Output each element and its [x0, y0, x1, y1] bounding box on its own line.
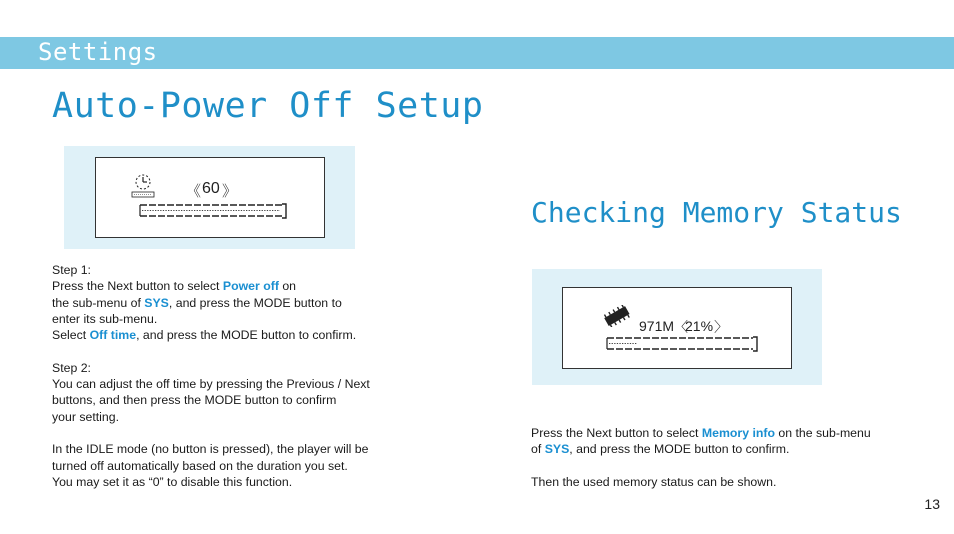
off-time-term: Off time [89, 328, 137, 343]
off-time-value: 60 [202, 180, 220, 197]
step1-line: Press the Next button to select Power off on [52, 279, 297, 294]
memory-status-panel [532, 269, 822, 385]
step1-line: the sub-menu of SYS, and press the MODE button to [52, 295, 342, 310]
page-number: 13 [924, 496, 940, 512]
step1-line: enter its sub-menu. [52, 311, 158, 326]
memory-desc-line: of SYS, and press the MODE button to confirm. [531, 442, 790, 457]
auto-power-off-panel [64, 146, 355, 249]
step2-line: your setting. [52, 409, 119, 424]
step2-line: buttons, and then press the MODE button to confirm [52, 393, 337, 408]
step1-line: Select Off time, and press the MODE button to confirm. [52, 328, 357, 343]
off-time-bracket-close: 》 [222, 183, 238, 200]
memory-used-value: 971M [639, 318, 675, 334]
memory-desc-line: Press the Next button to select Memory info on the sub-menu [531, 426, 871, 440]
idle-note-line: turned off automatically based on the duration you set. [52, 458, 348, 473]
memory-status-heading: Checking Memory Status [531, 196, 902, 229]
memory-status-instructions [531, 425, 931, 490]
auto-power-off-instructions [52, 262, 432, 490]
memory-percent-value: 21% [685, 318, 714, 334]
memory-chip-icon [601, 305, 635, 327]
memory-bracket-open: 〈 [674, 319, 688, 335]
auto-power-off-heading: Auto-Power Off Setup [52, 86, 484, 126]
sys-term: SYS [144, 295, 169, 310]
step2-label: Step 2: [52, 360, 91, 375]
sys-term: SYS [544, 442, 570, 457]
timer-icon [131, 172, 157, 200]
power-off-term: Power off [222, 279, 279, 294]
memory-progress-bar [605, 335, 761, 353]
section-title: Settings [38, 38, 158, 66]
off-time-bracket-open: 《 [186, 183, 202, 200]
off-time-progress-bar [138, 202, 288, 220]
memory-status-lcd [562, 287, 792, 369]
auto-power-off-lcd [95, 157, 325, 238]
memory-desc-line: Then the used memory status can be shown. [531, 474, 777, 489]
idle-note-line: You may set it as “0” to disable this function. [52, 474, 293, 489]
step2-line: You can adjust the off time by pressing the Previous / Next [52, 377, 370, 392]
section-banner [0, 37, 954, 69]
idle-note-line: In the IDLE mode (no button is pressed), the player will be [52, 442, 369, 457]
memory-info-term: Memory info [701, 426, 775, 440]
step1-label: Step 1: [52, 263, 91, 277]
memory-bracket-close: 〉 [714, 319, 728, 335]
